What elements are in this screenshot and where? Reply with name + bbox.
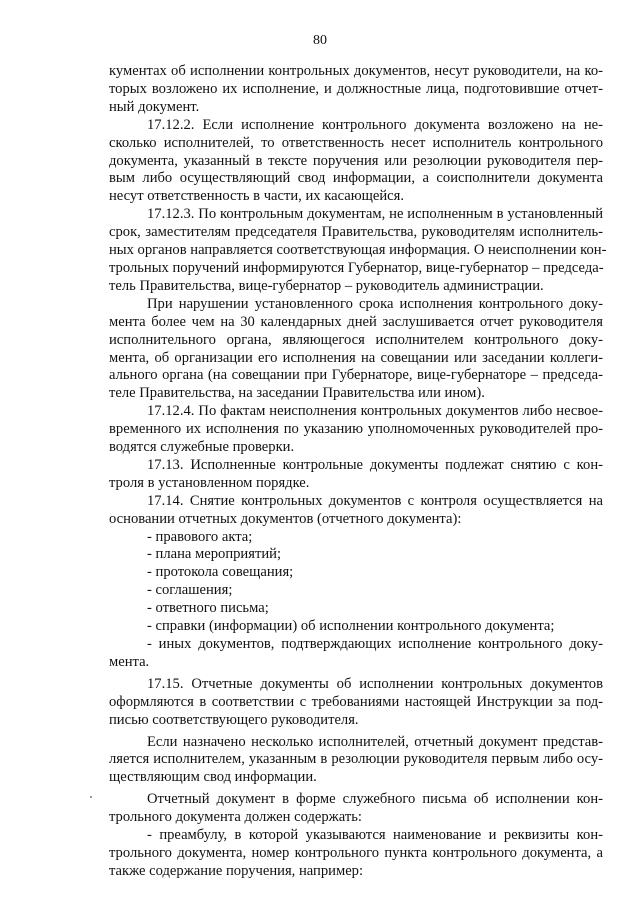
- list-item: - правового акта;: [147, 528, 253, 545]
- scan-artifact: [90, 796, 92, 798]
- paragraph: [109, 63, 603, 117]
- text-line: кументах об исполнении контрольных документов, несут руководители, на ко-: [109, 63, 603, 79]
- text-line: оформляются в соответствии с требованиями настоящей Инструкции за под-: [109, 693, 603, 710]
- list-item: - протокола совещания;: [147, 564, 294, 581]
- text-line: основании отчетных документов (отчетного документа):: [109, 510, 462, 527]
- text-line: также содержание поручения, например:: [109, 862, 364, 879]
- text-line: писью соответствующего руководителя.: [109, 711, 359, 728]
- list-item: - соглашения;: [147, 582, 233, 599]
- text-line: мента, об организации его исполнения на совещании или заседании коллеги-: [109, 349, 603, 366]
- paragraph: [109, 734, 603, 788]
- text-line: водятся служебные проверки.: [109, 439, 295, 456]
- text-line: ляется исполнителем, указанным в резолюции руководителя первым либо осу-: [109, 751, 603, 768]
- text-line: исполнительного органа, являющегося исполнителем контрольного доку-: [109, 331, 603, 348]
- text-line: 17.13. Исполненные контрольные документы подлежат снятию с кон-: [147, 456, 603, 473]
- text-line: вым либо осуществляющий свод информации, а соисполнители документа: [109, 170, 603, 187]
- paragraph: [109, 117, 603, 207]
- paragraph: [109, 827, 603, 881]
- paragraph: [109, 676, 603, 730]
- text-line: мента более чем на 30 календарных дней заслушивается отчет руководителя: [109, 313, 603, 330]
- paragraph: [109, 493, 603, 529]
- text-line: 17.15. Отчетные документы об исполнении контрольных документов: [147, 675, 603, 692]
- text-line: документа, указанный в тексте поручения или резолюции руководителя пер-: [109, 152, 603, 169]
- text-line: 17.14. Снятие контрольных документов с контроля осуществляется на: [147, 492, 603, 509]
- text-line: ный документ.: [109, 98, 200, 115]
- document-body: [109, 63, 607, 881]
- paragraph: [109, 403, 603, 457]
- text-line: торых возложено их исполнение, и должностные лица, подготовившие отчет-: [109, 80, 603, 97]
- document-list: [109, 529, 603, 672]
- paragraph: [109, 296, 603, 403]
- text-line: трольных поручений информируются Губернатор, вице-губернатор – председа-: [109, 259, 604, 276]
- text-line: трольного документа должен содержать:: [109, 809, 362, 826]
- text-line: ных органов направляется соответствующая информация. О неисполнении кон-: [109, 242, 607, 259]
- paragraph: [109, 791, 603, 827]
- list-item-continuation: мента.: [109, 653, 150, 670]
- paragraph: [109, 457, 603, 493]
- paragraph: [109, 206, 607, 296]
- text-line: тель Правительства, вице-губернатор – руководитель администрации.: [109, 277, 544, 294]
- text-line: - преамбулу, в которой указываются наименование и реквизиты кон-: [147, 827, 603, 844]
- list-item: - ответного письма;: [147, 600, 269, 617]
- text-line: ального органа (на совещании при Губернаторе, вице-губернаторе – председа-: [109, 367, 603, 384]
- text-line: 17.12.4. По фактам неисполнения контрольных документов либо несвое-: [147, 403, 603, 420]
- text-line: При нарушении установленного срока исполнения контрольного доку-: [147, 295, 603, 312]
- text-line: несут ответственность в части, их касающейся.: [109, 188, 404, 205]
- text-line: трольного документа, номер контрольного пункта контрольного документа, а: [109, 844, 603, 861]
- text-line: ществляющим свод информации.: [109, 769, 317, 786]
- text-line: 17.12.2. Если исполнение контрольного документа возложено на не-: [147, 116, 603, 133]
- text-line: сколько исполнителей, то ответственность несет исполнитель контрольного: [109, 134, 603, 151]
- text-line: временного их исполнения по указанию уполномоченных руководителей про-: [109, 421, 603, 438]
- list-item: - плана мероприятий;: [147, 546, 282, 563]
- text-line: теле Правительства, на заседании Правительства или ином).: [109, 385, 485, 402]
- text-line: срок, заместителям председателя Правительства, руководителям исполнитель-: [109, 224, 603, 241]
- list-item: - иных документов, подтверждающих исполнение контрольного доку-: [147, 636, 603, 652]
- text-line: 17.12.3. По контрольным документам, не исполненным в установленный: [147, 206, 603, 223]
- text-line: Отчетный документ в форме служебного письма об исполнении кон-: [147, 791, 603, 808]
- page-number: 80: [313, 33, 327, 48]
- list-item: - справки (информации) об исполнении контрольного документа;: [147, 618, 555, 635]
- text-line: троля в установленном порядке.: [109, 474, 310, 491]
- text-line: Если назначено несколько исполнителей, отчетный документ представ-: [147, 733, 603, 750]
